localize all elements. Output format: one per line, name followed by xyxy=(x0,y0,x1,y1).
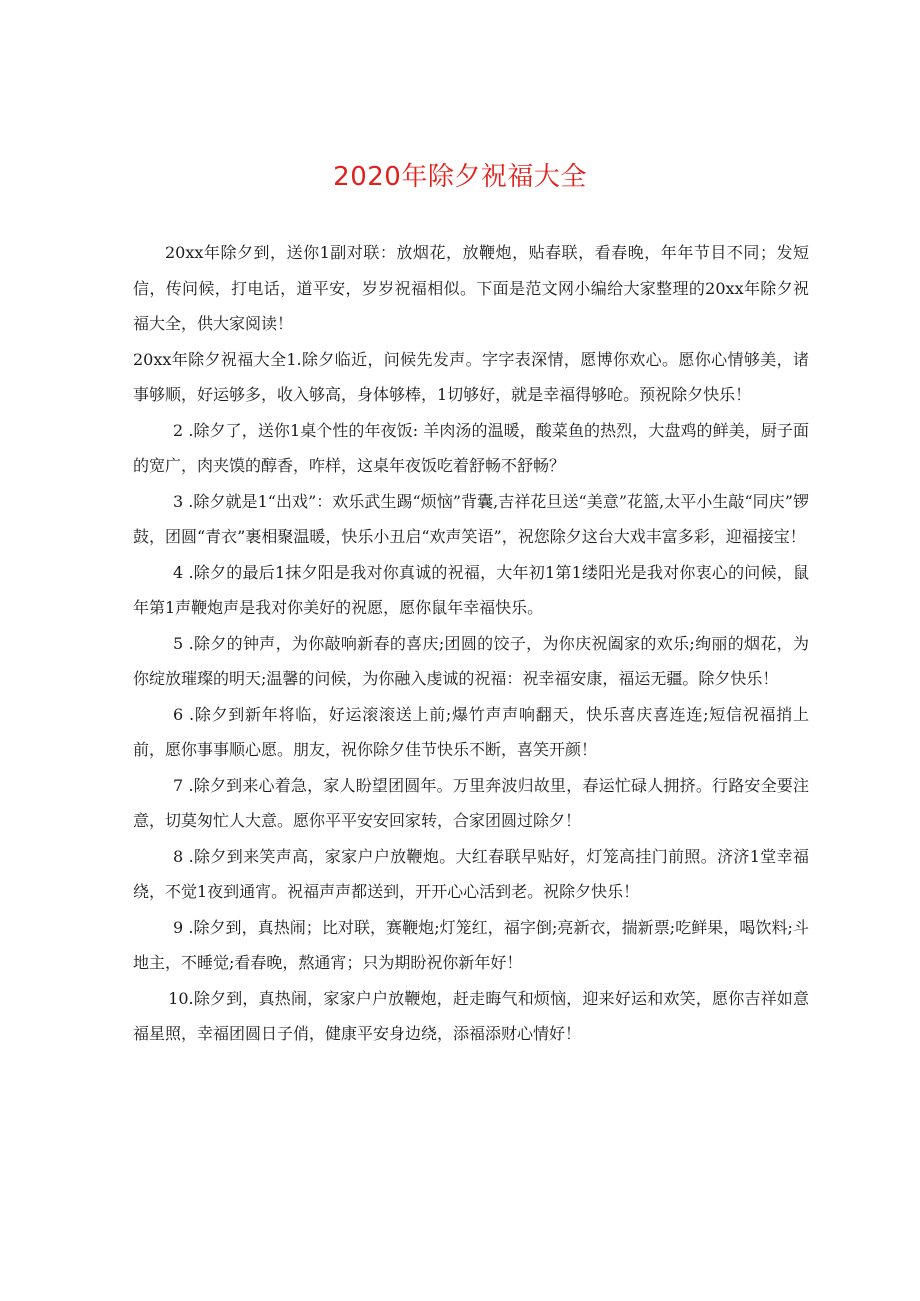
document-body xyxy=(133,235,809,1052)
list-item: 4 .除夕的最后1抹夕阳是我对你真诚的祝福，大年初1第1缕阳光是我对你衷心的问候，鼠年第1声鞭炮声是我对你美好的祝愿，愿你鼠年幸福快乐。 xyxy=(133,562,809,617)
list-item: 3 .除夕就是1“出戏”：欢乐武生踢“烦恼”背囊,吉祥花旦送“美意”花篮,太平小生敲“同庆”锣鼓，团圆“青衣”裹相聚温暖，快乐小丑启“欢声笑语”，祝您除夕这台大戏丰富多彩，迎福接宝！ xyxy=(133,491,809,546)
intro-paragraph: 20xx年除夕到，送你1副对联：放烟花，放鞭炮，贴春联，看春晚，年年节目不同；发短信，传问候，打电话，道平安，岁岁祝福相似。下面是范文网小编给大家整理的20xx年除夕祝福大全，供大家阅读！ xyxy=(133,243,809,333)
list-item: 5 .除夕的钟声，为你敲响新春的喜庆;团圆的饺子，为你庆祝阖家的欢乐;绚丽的烟花，为你绽放璀璨的明天;温馨的问候，为你融入虔诚的祝福：祝幸福安康，福运无疆。除夕快乐！ xyxy=(133,633,809,688)
list-item: 10.除夕到，真热闹，家家户户放鞭炮，赶走晦气和烦恼，迎来好运和欢笑，愿你吉祥如意福星照，幸福团圆日子俏，健康平安身边绕，添福添财心情好！ xyxy=(133,988,809,1043)
list-item: 8 .除夕到来笑声高，家家户户放鞭炮。大红春联早贴好，灯笼高挂门前照。济济1堂幸福绕，不觉1夜到通宵。祝福声声都送到，开开心心活到老。祝除夕快乐！ xyxy=(133,846,809,901)
list-item: 6 .除夕到新年将临，好运滚滚送上前;爆竹声声响翻天，快乐喜庆喜连连;短信祝福捎上前，愿你事事顺心愿。朋友，祝你除夕佳节快乐不断，喜笑开颜！ xyxy=(133,704,809,759)
section-heading-paragraph: 20xx年除夕祝福大全1.除夕临近，问候先发声。字字表深情，愿博你欢心。愿你心情够美，诸事够顺，好运够多，收入够高，身体够棒，1切够好，就是幸福得够呛。预祝除夕快乐！ xyxy=(133,349,809,404)
list-item: 7 .除夕到来心着急，家人盼望团圆年。万里奔波归故里，春运忙碌人拥挤。行路安全要注意，切莫匆忙人大意。愿你平平安安回家转，合家团圆过除夕！ xyxy=(133,775,809,830)
list-item: 2 .除夕了，送你1桌个性的年夜饭: 羊肉汤的温暖，酸菜鱼的热烈，大盘鸡的鲜美，厨子面的宽广，肉夹馍的醇香，咋样，这桌年夜饭吃着舒畅不舒畅？ xyxy=(133,420,809,475)
list-item: 9 .除夕到，真热闹；比对联，赛鞭炮;灯笼红，福字倒;亮新衣，揣新票;吃鲜果，喝饮料;斗地主，不睡觉;看春晚，熬通宵；只为期盼祝你新年好！ xyxy=(133,917,809,972)
document-title: 2020年除夕祝福大全 xyxy=(333,162,587,192)
